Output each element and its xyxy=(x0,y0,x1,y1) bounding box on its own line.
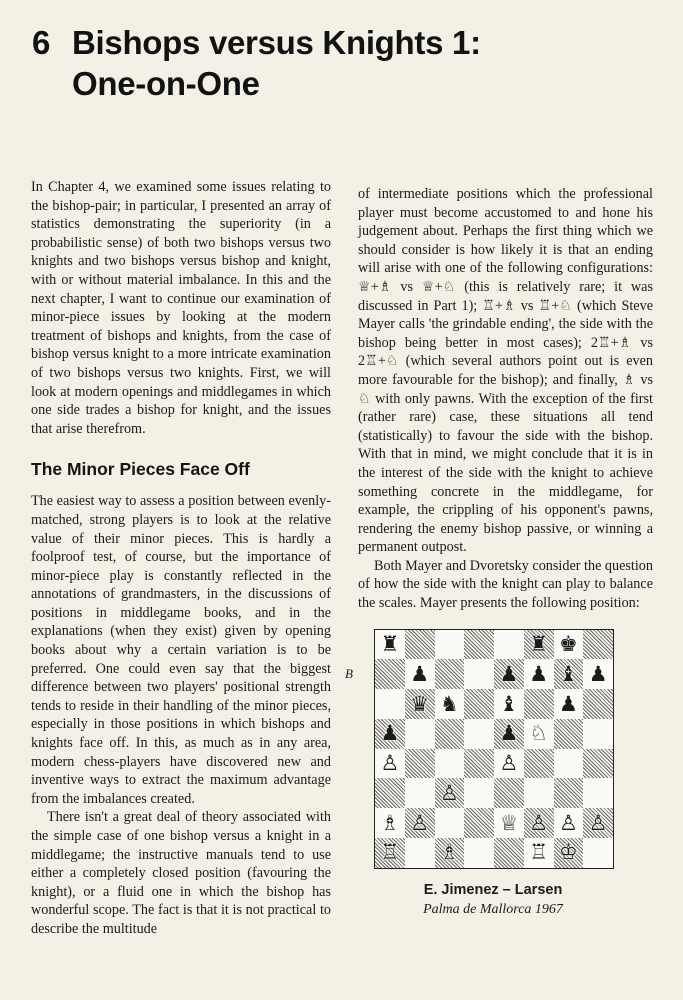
square-b5 xyxy=(405,719,435,749)
square-f2 xyxy=(524,808,554,838)
square-f8 xyxy=(524,630,554,660)
square-h1 xyxy=(583,838,613,868)
square-b7 xyxy=(405,659,435,689)
square-g6 xyxy=(554,689,584,719)
square-d6 xyxy=(464,689,494,719)
square-b8 xyxy=(405,630,435,660)
section-heading: The Minor Pieces Face Off xyxy=(31,459,250,480)
square-e6 xyxy=(494,689,524,719)
chapter-title xyxy=(32,22,652,104)
square-d7 xyxy=(464,659,494,689)
chess-piece: ♙ xyxy=(410,810,430,835)
square-a4 xyxy=(375,749,405,779)
square-b2 xyxy=(405,808,435,838)
square-c8 xyxy=(435,630,465,660)
chess-piece: ♙ xyxy=(558,810,578,835)
side-to-move-label: B xyxy=(345,665,353,681)
chess-piece: ♚ xyxy=(558,632,578,657)
square-h2 xyxy=(583,808,613,838)
chess-piece: ♟ xyxy=(558,691,578,716)
square-h5 xyxy=(583,719,613,749)
chess-piece: ♟ xyxy=(499,721,519,746)
square-d5 xyxy=(464,719,494,749)
square-f3 xyxy=(524,778,554,808)
chess-piece: ♟ xyxy=(529,661,549,686)
square-a3 xyxy=(375,778,405,808)
chess-piece: ♙ xyxy=(439,780,459,805)
intro-paragraph: In Chapter 4, we examined some issues relating to the bishop-pair; in particular, I presented an array of statistics demonstrating the superiority (in a probabilistic sense) of both two bishops versus two knights and two bishops versus bishop and knight, with or without material imbalance. In this and the next chapter, I want to continue our examination of minor-piece issues by looking at the modern treatment of bishops and knights, from the case of bishop versus knight to a more intricate examination of two bishops versus two knights. First, we will look at modern openings and middlegames in which one side trades a bishop for knight, and the issues that arise therefrom. xyxy=(31,179,331,437)
body-paragraph-2: There isn't a great deal of theory associated with the simple case of one bishop versus a knight in a middlegame; the instructive manuals tend to use either a completely closed position (favouring the knight), or a fluid one in which the bishop has wonderful scope. The fact is that it is not practical to describe the multitude xyxy=(31,809,331,937)
square-g3 xyxy=(554,778,584,808)
chess-piece: ♜ xyxy=(529,632,549,657)
square-f1 xyxy=(524,838,554,868)
chess-piece: ♕ xyxy=(499,810,519,835)
chess-diagram xyxy=(345,629,653,929)
chess-board xyxy=(374,629,614,869)
chess-piece: ♟ xyxy=(380,721,400,746)
square-g2 xyxy=(554,808,584,838)
square-h8 xyxy=(583,630,613,660)
square-h6 xyxy=(583,689,613,719)
square-a8 xyxy=(375,630,405,660)
square-d1 xyxy=(464,838,494,868)
square-a5 xyxy=(375,719,405,749)
chess-piece: ♙ xyxy=(380,751,400,776)
chess-piece: ♜ xyxy=(380,632,400,657)
square-b1 xyxy=(405,838,435,868)
square-d3 xyxy=(464,778,494,808)
square-f4 xyxy=(524,749,554,779)
square-e8 xyxy=(494,630,524,660)
chess-piece: ♖ xyxy=(380,840,400,865)
square-e2 xyxy=(494,808,524,838)
square-h3 xyxy=(583,778,613,808)
square-h7 xyxy=(583,659,613,689)
chess-piece: ♝ xyxy=(558,661,578,686)
chess-piece: ♟ xyxy=(588,661,608,686)
game-event: Palma de Mallorca 1967 xyxy=(423,901,563,917)
square-e3 xyxy=(494,778,524,808)
square-g4 xyxy=(554,749,584,779)
chess-piece: ♛ xyxy=(410,691,430,716)
chapter-number: 6 xyxy=(32,24,51,61)
body-paragraph-4: Both Mayer and Dvoretsky consider the question of how the side with the knight can play to balance the scales. Mayer presents the following position: xyxy=(358,557,653,612)
chess-piece: ♘ xyxy=(529,721,549,746)
square-e7 xyxy=(494,659,524,689)
square-g5 xyxy=(554,719,584,749)
left-column xyxy=(31,178,331,939)
square-g1 xyxy=(554,838,584,868)
square-b3 xyxy=(405,778,435,808)
square-c3 xyxy=(435,778,465,808)
chess-piece: ♙ xyxy=(499,751,519,776)
chess-piece: ♗ xyxy=(439,840,459,865)
square-e4 xyxy=(494,749,524,779)
chess-piece: ♙ xyxy=(588,810,608,835)
chess-piece: ♟ xyxy=(499,661,519,686)
square-e5 xyxy=(494,719,524,749)
square-a6 xyxy=(375,689,405,719)
chess-piece: ♔ xyxy=(558,840,578,865)
square-b4 xyxy=(405,749,435,779)
square-f7 xyxy=(524,659,554,689)
chess-piece: ♖ xyxy=(529,840,549,865)
square-g7 xyxy=(554,659,584,689)
square-e1 xyxy=(494,838,524,868)
game-players: E. Jimenez – Larsen xyxy=(423,881,563,898)
square-a1 xyxy=(375,838,405,868)
square-f5 xyxy=(524,719,554,749)
chess-piece: ♗ xyxy=(380,810,400,835)
chess-piece: ♝ xyxy=(499,691,519,716)
body-paragraph-3: of intermediate positions which the professional player must become accustomed to and hone his judgement about. Perhaps the first thing which we should consider is how likely it is that an ending will arise with one of the following configurations: ♕+♗ vs ♕+♘ (this is relatively rare; it was discussed in Part 1); ♖+♗ vs ♖+♘ (which Steve Mayer calls 'the grindable ending', the side with the bishop being better in most cases); 2♖+♗ vs 2♖+♘ (which several authors point out is even more favourable for the bishop); and finally, ♗ vs ♘ with only pawns. With the exception of the first (rather rare) case, these situations all tend (statistically) to favour the side with the bishop. With that in mind, we might conclude that it is in the interest of the side with the knight to achieve something concrete in the middlegame, for example, the crippling of his opponent's pawns, rendering the enemy bishop passive, or winning a permanent outpost. xyxy=(358,186,653,556)
chapter-title-line1: Bishops versus Knights 1: xyxy=(72,24,481,61)
body-paragraph-1: The easiest way to assess a position between evenly-matched, strong players is to look at the relative value of their minor pieces. This is hardly a foolproof test, of course, but the importance of minor-piece play is constantly reflected in the annotations of grandmasters, in the discussions of positions in middlegame books, and in the explanations (when they exist) given by opening books about why a certain variation is to be preferred. One could even say that the biggest difference between two players' positional strength tends to reside in their handling of the minor pieces, especially in those positions in which bishops and knights face off. In this, as much as in any area, modern chess-players have discovered new and inventive ways to extract the maximum advantage from the imbalances created. xyxy=(31,493,331,807)
square-d4 xyxy=(464,749,494,779)
chapter-title-line2: One-on-One xyxy=(72,65,260,102)
right-column xyxy=(345,185,653,929)
chess-piece: ♞ xyxy=(439,691,459,716)
square-c7 xyxy=(435,659,465,689)
square-c6 xyxy=(435,689,465,719)
square-a2 xyxy=(375,808,405,838)
square-d8 xyxy=(464,630,494,660)
square-b6 xyxy=(405,689,435,719)
square-c5 xyxy=(435,719,465,749)
square-h4 xyxy=(583,749,613,779)
chess-piece: ♙ xyxy=(529,810,549,835)
chess-piece: ♟ xyxy=(410,661,430,686)
square-c2 xyxy=(435,808,465,838)
square-f6 xyxy=(524,689,554,719)
square-c4 xyxy=(435,749,465,779)
square-g8 xyxy=(554,630,584,660)
square-a7 xyxy=(375,659,405,689)
square-c1 xyxy=(435,838,465,868)
square-d2 xyxy=(464,808,494,838)
